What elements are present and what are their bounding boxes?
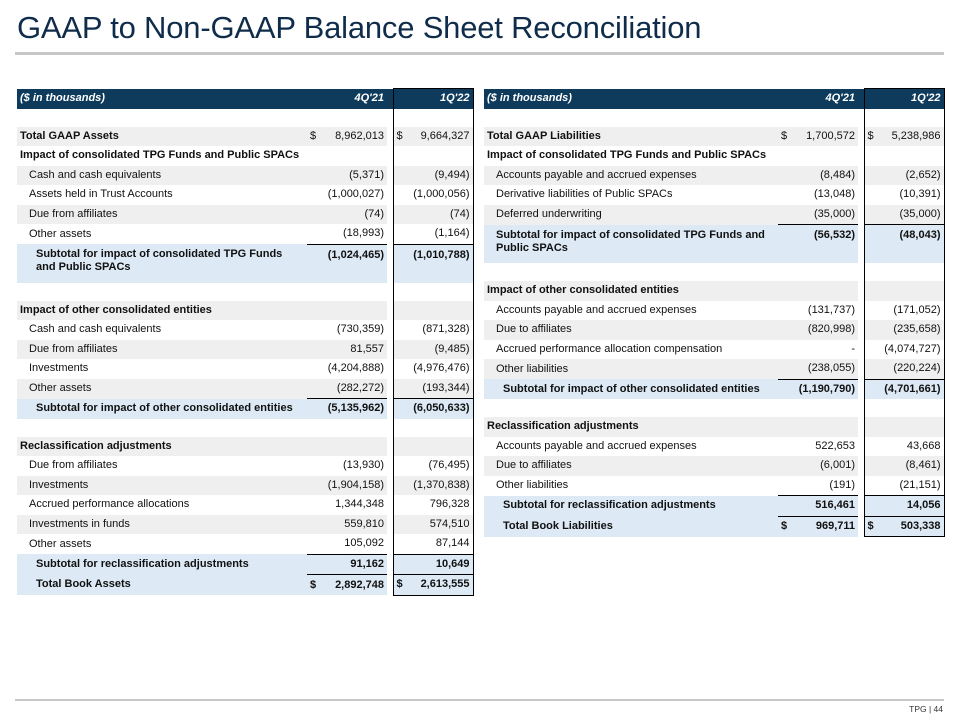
value-4q21: 105,092 xyxy=(307,534,387,554)
table-row xyxy=(484,185,944,205)
title-divider xyxy=(15,52,944,55)
value-4q21: 1,700,572 xyxy=(806,129,855,142)
table-row xyxy=(17,495,473,515)
value-4q21: 81,557 xyxy=(307,340,387,360)
value-1q22: (4,976,476) xyxy=(393,359,473,379)
value-4q21: (18,993) xyxy=(307,224,387,244)
value-1q22: (9,494) xyxy=(393,166,473,186)
value-4q21: (820,998) xyxy=(778,320,858,340)
row-label: Due from affiliates xyxy=(17,205,307,225)
value-1q22: (35,000) xyxy=(864,205,944,225)
table-row xyxy=(484,301,944,321)
page-footer: TPG | 44 xyxy=(909,704,943,714)
page-title: GAAP to Non-GAAP Balance Sheet Reconciliation xyxy=(17,10,702,45)
section-heading-row xyxy=(17,146,473,166)
row-label: Other assets xyxy=(17,379,307,399)
row-label: Accrued performance allocations xyxy=(29,498,190,511)
value-1q22: (1,370,838) xyxy=(393,476,473,496)
value-4q21: (13,930) xyxy=(343,459,384,472)
total-book-assets-label: Total Book Assets xyxy=(17,575,307,596)
section-heading-row xyxy=(17,437,473,457)
table-row xyxy=(484,437,944,457)
value-1q22: (8,461) xyxy=(864,456,944,476)
value-1q22: (1,164) xyxy=(393,224,473,244)
table-row xyxy=(17,185,473,205)
subtotal-row xyxy=(484,225,944,264)
section-heading-row xyxy=(484,417,944,437)
row-label: Accounts payable and accrued expenses xyxy=(496,439,697,452)
table-header xyxy=(484,89,944,109)
value-1q22: 9,664,327 xyxy=(420,129,470,142)
value-4q21: (13,048) xyxy=(814,188,855,201)
section-heading: Impact of other consolidated entities xyxy=(484,281,778,301)
value-1q22: (10,391) xyxy=(864,185,944,205)
table-row xyxy=(484,359,944,379)
value-4q21: (1,190,790) xyxy=(778,379,858,399)
section-heading: Reclassification adjustments xyxy=(17,437,307,457)
value-1q22: (76,495) xyxy=(393,456,473,476)
table-row xyxy=(17,224,473,244)
subtotal-label: Subtotal for impact of consolidated TPG Funds and Public SPACs xyxy=(17,244,307,283)
value-1q22: 14,056 xyxy=(864,496,944,517)
section-heading-row xyxy=(484,281,944,301)
table-row xyxy=(484,476,944,496)
section-heading: Impact of consolidated TPG Funds and Public SPACs xyxy=(20,149,300,162)
currency-symbol: $ xyxy=(781,129,788,142)
table-row xyxy=(17,359,473,379)
value-4q21: (8,484) xyxy=(778,166,858,186)
footer-divider xyxy=(15,699,944,701)
total-row xyxy=(17,575,473,596)
currency-symbol: $ xyxy=(781,520,788,532)
value-1q22: (871,328) xyxy=(393,320,473,340)
value-4q21: 2,892,748 xyxy=(335,578,384,591)
row-label: Investments in funds xyxy=(17,515,307,535)
table-row xyxy=(484,340,944,360)
subtotal-row xyxy=(17,399,473,419)
subtotal-row xyxy=(17,554,473,575)
value-4q21: 516,461 xyxy=(778,496,858,517)
subtotal-label: Subtotal for reclassification adjustments xyxy=(17,554,307,575)
value-4q21: (35,000) xyxy=(778,205,858,225)
subtotal-row xyxy=(484,496,944,517)
row-label: Other liabilities xyxy=(484,359,778,379)
value-1q22: 43,668 xyxy=(864,437,944,457)
value-4q21: 1,344,348 xyxy=(335,498,384,511)
value-1q22: 796,328 xyxy=(393,495,473,515)
section-heading: Reclassification adjustments xyxy=(484,417,778,437)
value-1q22: (1,000,056) xyxy=(393,185,473,205)
row-label: Other liabilities xyxy=(496,479,569,491)
row-label: Due from affiliates xyxy=(17,340,307,360)
value-1q22: 87,144 xyxy=(393,534,473,554)
value-4q21: (5,135,962) xyxy=(307,399,387,419)
table-row xyxy=(17,320,473,340)
subtotal-label: Subtotal for impact of other consolidated entities xyxy=(17,399,307,419)
total-row xyxy=(484,516,944,537)
assets-reconciliation-table xyxy=(17,88,474,596)
value-4q21: (5,371) xyxy=(307,166,387,186)
value-1q22: (9,485) xyxy=(393,340,473,360)
row-label: Other assets xyxy=(29,537,92,550)
value-1q22: (220,224) xyxy=(864,359,944,379)
table-row xyxy=(17,515,473,535)
row-label: Due to affiliates xyxy=(484,320,778,340)
value-1q22: (171,052) xyxy=(864,301,944,321)
value-4q21: 522,653 xyxy=(815,439,855,452)
value-1q22: (74) xyxy=(393,205,473,225)
table-row xyxy=(17,534,473,554)
total-book-liabilities-label: Total Book Liabilities xyxy=(484,516,778,537)
section-heading: Impact of consolidated TPG Funds and Public SPACs xyxy=(487,149,767,162)
currency-symbol: $ xyxy=(310,578,317,591)
subtotal-label: Subtotal for impact of consolidated TPG Funds and Public SPACs xyxy=(484,225,778,264)
value-4q21: (1,904,158) xyxy=(307,476,387,496)
value-4q21: (131,737) xyxy=(807,303,855,316)
row-label: Due to affiliates xyxy=(484,456,778,476)
value-1q22: (4,074,727) xyxy=(864,340,944,360)
subtotal-label: Subtotal for reclassification adjustments xyxy=(484,496,778,517)
row-label: Accounts payable and accrued expenses xyxy=(496,303,697,316)
row-label: Accounts payable and accrued expenses xyxy=(484,166,778,186)
value-1q22: (1,010,788) xyxy=(393,244,473,283)
table-row xyxy=(484,205,944,225)
currency-symbol: $ xyxy=(396,578,403,591)
unit-label: ($ in thousands) xyxy=(484,89,778,109)
section-heading: Impact of other consolidated entities xyxy=(17,301,307,321)
table-row xyxy=(17,166,473,186)
value-1q22: (4,701,661) xyxy=(864,379,944,399)
value-1q22: 2,613,555 xyxy=(420,578,470,591)
total-gaap-assets-label: Total GAAP Assets xyxy=(17,127,307,147)
currency-symbol: $ xyxy=(310,129,317,142)
value-1q22: (21,151) xyxy=(864,476,944,496)
value-4q21: 8,962,013 xyxy=(335,129,384,142)
value-4q21: (4,204,888) xyxy=(327,362,384,375)
value-4q21: (282,272) xyxy=(307,379,387,399)
currency-symbol: $ xyxy=(396,129,403,142)
section-heading-row xyxy=(17,301,473,321)
value-4q21: (1,024,465) xyxy=(307,244,387,283)
table-row xyxy=(484,166,944,186)
value-4q21: (191) xyxy=(778,476,858,496)
table-header xyxy=(17,89,473,109)
currency-symbol: $ xyxy=(867,129,874,142)
value-4q21: (74) xyxy=(307,205,387,225)
column-header-4q21: 4Q'21 xyxy=(307,89,387,109)
row-label: Cash and cash equivalents xyxy=(17,166,307,186)
value-4q21: 969,711 xyxy=(815,520,855,532)
value-1q22: (6,050,633) xyxy=(393,399,473,419)
value-1q22: (193,344) xyxy=(393,379,473,399)
subtotal-row xyxy=(484,379,944,399)
total-gaap-liabilities-label: Total GAAP Liabilities xyxy=(484,127,778,147)
row-label: Accrued performance allocation compensation xyxy=(496,342,723,355)
row-label: Other assets xyxy=(29,227,92,240)
row-label: Due from affiliates xyxy=(29,459,118,472)
subtotal-row xyxy=(17,244,473,283)
table-row xyxy=(17,205,473,225)
value-4q21: (56,532) xyxy=(778,225,858,264)
value-1q22: 5,238,986 xyxy=(891,129,941,142)
table-row xyxy=(17,476,473,496)
value-4q21: (6,001) xyxy=(778,456,858,476)
row-label: Cash and cash equivalents xyxy=(29,323,162,336)
table-row xyxy=(17,340,473,360)
column-header-1q22: 1Q'22 xyxy=(393,89,473,109)
value-1q22: (48,043) xyxy=(864,225,944,264)
unit-label: ($ in thousands) xyxy=(17,89,307,109)
value-4q21: 559,810 xyxy=(307,515,387,535)
value-1q22: 574,510 xyxy=(393,515,473,535)
table-row xyxy=(17,379,473,399)
value-4q21: - xyxy=(851,342,855,355)
column-header-4q21: 4Q'21 xyxy=(778,89,858,109)
value-4q21: 91,162 xyxy=(307,554,387,575)
row-label: Investments xyxy=(29,362,89,375)
column-header-1q22: 1Q'22 xyxy=(864,89,944,109)
value-1q22: 503,338 xyxy=(900,519,941,532)
row-label: Derivative liabilities of Public SPACs xyxy=(496,188,673,201)
liabilities-reconciliation-table xyxy=(484,88,945,537)
currency-symbol: $ xyxy=(867,519,874,532)
row-label: Assets held in Trust Accounts xyxy=(29,188,173,201)
value-4q21: (238,055) xyxy=(778,359,858,379)
table-row xyxy=(17,127,473,147)
value-4q21: (1,000,027) xyxy=(327,188,384,201)
table-row xyxy=(484,320,944,340)
section-heading-row xyxy=(484,146,944,166)
row-label: Investments xyxy=(17,476,307,496)
row-label: Deferred underwriting xyxy=(484,205,778,225)
value-1q22: (235,658) xyxy=(864,320,944,340)
subtotal-label: Subtotal for impact of other consolidated entities xyxy=(484,379,778,399)
table-row xyxy=(17,456,473,476)
value-4q21: (730,359) xyxy=(336,323,384,336)
table-row xyxy=(484,127,944,147)
value-1q22: (2,652) xyxy=(864,166,944,186)
value-1q22: 10,649 xyxy=(393,554,473,575)
table-row xyxy=(484,456,944,476)
